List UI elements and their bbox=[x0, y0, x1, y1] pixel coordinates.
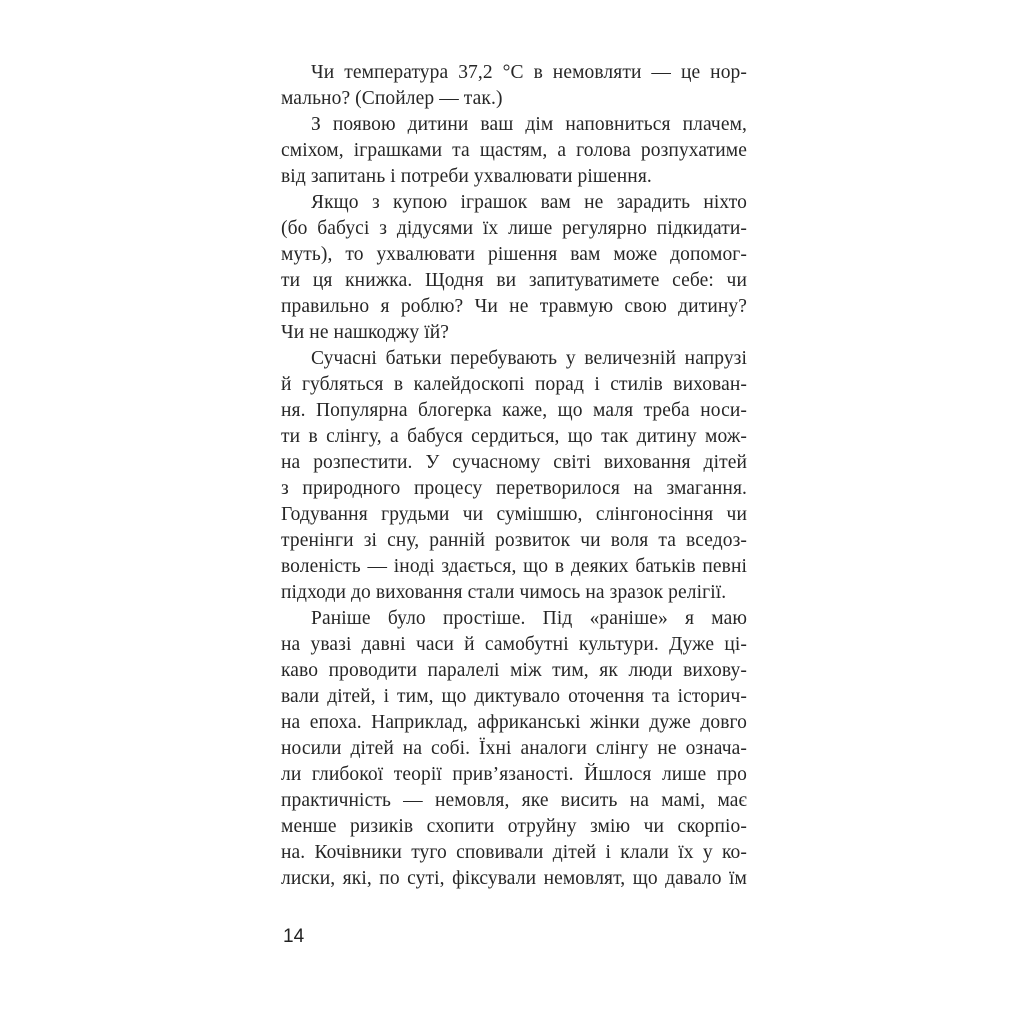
page-number: 14 bbox=[283, 926, 305, 947]
text-line: й губляться в калейдоскопі порад і стилів вихован- bbox=[281, 374, 747, 395]
text-line: правильно я роблю? Чи не травмую свою дитину? bbox=[281, 296, 747, 317]
text-line: тренінги зі сну, ранній розвиток чи воля та вседоз- bbox=[281, 530, 747, 551]
text-line: від запитань і потреби ухвалювати рішення. bbox=[281, 166, 652, 187]
text-line: на. Кочівники туго сповивали дітей і клали їх у ко- bbox=[281, 842, 747, 863]
text-line: ти в слінгу, а бабуся сердиться, що так дитину мож- bbox=[281, 426, 747, 447]
text-line: сміхом, іграшками та щастям, а голова розпухатиме bbox=[281, 140, 747, 161]
text-line: каво проводити паралелі між тим, як люди вихову- bbox=[281, 660, 747, 681]
paragraph bbox=[281, 60, 747, 112]
text-line: (бо бабусі з дідусями їх лише регулярно підкидати- bbox=[281, 218, 747, 239]
text-line: вали дітей, і тим, що диктувало оточення та історич- bbox=[281, 686, 747, 707]
paragraph bbox=[281, 346, 747, 606]
text-line: менше ризиків схопити отруйну змію чи скорпіо- bbox=[281, 816, 747, 837]
text-line: підходи до виховання стали чимось на зразок релігії. bbox=[281, 582, 727, 603]
text-line: Чи температура 37,2 °С в немовляти — це нор- bbox=[311, 62, 747, 83]
text-line: на епоха. Наприклад, африканські жінки дуже довго bbox=[281, 712, 747, 733]
paragraph bbox=[281, 112, 747, 190]
text-line: носили дітей на собі. Їхні аналоги слінгу не означа- bbox=[281, 738, 747, 759]
text-line: Сучасні батьки перебувають у величезній напрузі bbox=[311, 348, 747, 369]
text-line: на увазі давні часи й самобутні культури. Дуже ці- bbox=[281, 634, 747, 655]
text-line: ня. Популярна блогерка каже, що маля треба носи- bbox=[281, 400, 747, 421]
text-line: мально? (Спойлер — так.) bbox=[281, 88, 503, 109]
text-line: Чи не нашкоджу їй? bbox=[281, 322, 450, 343]
text-line: на розпестити. У сучасному світі виховання дітей bbox=[281, 452, 747, 473]
text-line: практичність — немовля, яке висить на мамі, має bbox=[281, 790, 747, 811]
text-line: Годування грудьми чи сумішшю, слінгоносіння чи bbox=[281, 504, 747, 525]
text-line: муть), то ухвалювати рішення вам може допомог- bbox=[281, 244, 747, 265]
text-line: лиски, які, по суті, фіксували немовлят, що давало їм bbox=[281, 868, 747, 889]
text-line: ти ця книжка. Щодня ви запитуватимете себе: чи bbox=[281, 270, 747, 291]
paragraph bbox=[281, 606, 747, 892]
text-line: Якщо з купою іграшок вам не зарадить ніхто bbox=[311, 192, 747, 213]
text-line: ли глибокої теорії прив’язаності. Йшлося лише про bbox=[281, 764, 747, 785]
text-line: воленість — іноді здається, що в деяких батьків певні bbox=[281, 556, 747, 577]
paragraph bbox=[281, 190, 747, 346]
text-line: Раніше було простіше. Під «раніше» я маю bbox=[311, 608, 747, 629]
text-block bbox=[281, 60, 747, 892]
text-line: З появою дитини ваш дім наповниться плачем, bbox=[311, 114, 747, 135]
text-line: з природного процесу перетворилося на змагання. bbox=[281, 478, 747, 499]
